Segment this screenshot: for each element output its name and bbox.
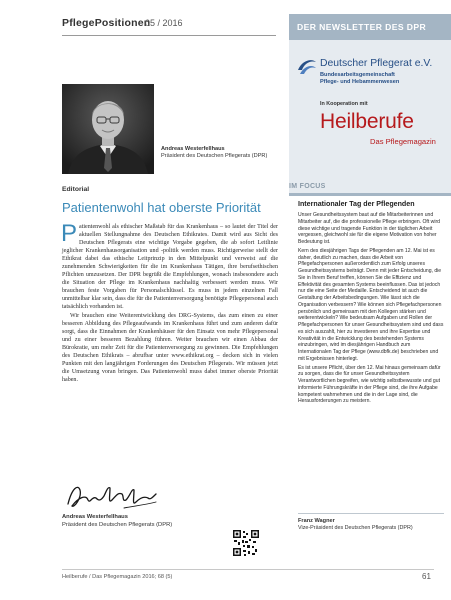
heilberufe-subtitle: Das Pflegemagazin [370, 137, 436, 146]
newsletter-title: DER NEWSLETTER DES DPR [297, 22, 427, 32]
focus-author-name: Franz Wagner [298, 518, 335, 524]
drop-cap: P [61, 220, 78, 247]
signature-caption [62, 514, 252, 529]
article-headline: Patientenwohl hat oberste Priorität [62, 200, 261, 215]
photo-caption [161, 146, 279, 160]
article-paragraph-1 [61, 220, 278, 312]
newsletter-header-bar [289, 14, 451, 40]
dpr-logo-name: Deutscher Pflegerat e.V. [320, 58, 433, 69]
heilberufe-logo: Heilberufe [320, 110, 414, 133]
qr-code[interactable] [233, 530, 259, 556]
series-title: PflegePositionen [62, 17, 151, 29]
handwritten-signature [64, 478, 164, 514]
article-paragraph-1-text: atientenwohl als ethischer Maßstab für das Krankenhaus – so lautet der Titel der aktuellen Stellungnahme des Deutschen Ethikrates. Damit wird aus Sicht des Deutschen Pflegerats eine wichtige Vorgabe gegeben, die ab sofort Leitlinie jeglicher Krankenhausorganisation und -politik werden muss. Richtigerweise stellt der Ethikrat dabei das ethische Leitprinzip in den Mittelpunkt und verweist auf die zunehmenden Schwierigkeiten für die im Krankenhaus Tätigen, ihre berufsethischen Pflichten umzusetzen. Der DPR begrüßt die Empfehlungen, wonach insbesondere auch die Situation der Pflege im Krankenhaus nachhaltig verbessert werden muss. Wir brauchen feste Vorgaben für Personalschlüssel. Es muss in jedem einzelnen Fall unmittelbar klar sein, dass die für die Patientenversorgung benötigte Pflegepersonal auch tatsächlich vorhanden ist. [62, 224, 278, 311]
cooperation-label: In Kooperation mit [320, 101, 368, 107]
focus-label: IM FOCUS [289, 183, 326, 190]
dpr-logo-subtitle-1: Bundesarbeitsgemeinschaft [320, 72, 395, 78]
page-number: 61 [422, 572, 431, 581]
signature-role: Präsident des Deutschen Pflegerats (DPR) [62, 521, 173, 528]
footer-divider [62, 569, 434, 570]
author-photo [62, 84, 154, 174]
article-paragraph-2: Wir brauchen eine Weiterentwicklung des DRG-Systems, das zum einen zu einer besseren Abbildung des Pflegeaufwands im Krankenhaus führt und zum anderen dafür sorgt, dass die Einnahmen der Krankenhäuser für den Einsatz von mehr Pflegepersonal und zu einer besseren Bezahlung führen. Weiter brauchen wir einen Abbau der Bürokratie, um mehr Zeit für die Patientenversorgung zu gewinnen. Die Empfehlungen des Deutschen Ethikrats – abrufbar unter www.ethikrat.org – decken sich in vielen Punkten mit den langjährigen Forderungen des Deutschen Pflegerats. Wir müssen jetzt die Umsetzung voran bringen. Das Patientenwohl muss dabei immer oberste Priorität haben. [62, 312, 278, 383]
article-body [61, 220, 278, 384]
focus-box-title: Internationaler Tag der Pflegenden [298, 200, 415, 208]
focus-paragraph-2: Kern des diesjährigen Tags der Pflegenden am 12. Mai ist es daher, deutlich zu machen, dass die Arbeit von Pflegefachpersonen außerordentlich zum Erfolg unseres Gesundheitssystems beiträgt. Denn mit jeder Entscheidung, die Sie in Ihrem Beruf treffen, können Sie die Effizienz und Effektivität des gesamten Systems beeinflussen. Das ist jedoch nur die eine Seite der Medaille. Entscheidend ist auch die Gestaltung der Arbeitsbedingungen. Wie lässt sich die Organisation verbessern? Wie können sich Pflegefachpersonen persönlich und gemeinsam mit den Kollegen stärken und weiterentwickeln? Wie bedeutsam Aufgaben und Rollen der Pflegefachpersonen für unser Gesundheitssystem sind und dass es sich auszahlt, hier zu investieren und ihre Expertise und Kreativität in die Entwicklung des bestehenden Systems einzubringen, wird im diesjährigen Handbuch zum Internationalen Tag der Pflege (www.dbfk.de) beschrieben und mit Ergebnissen hinterlegt. [298, 247, 444, 362]
focus-box-body [298, 212, 444, 407]
issue-number: 05 / 2016 [145, 18, 183, 28]
focus-paragraph-1: Unser Gesundheitssystem baut auf die Mitarbeiterinnen und Mitarbeiter auf, die die professionelle Pflege erbringen. Oft wird diese wichtige und tragende Funktion in der täglichen Arbeit vergessen, gleichwohl sie für die eigene Motivation von hoher Bedeutung ist. [298, 212, 440, 245]
focus-box-divider [298, 513, 444, 514]
dpr-logo-subtitle-2: Pflege- und Hebammenwesen [320, 79, 400, 85]
focus-author-role: Vize-Präsident des Deutschen Pflegerats (DPR) [298, 525, 413, 531]
section-label: Editorial [62, 186, 90, 193]
focus-paragraph-3: Es ist unsere Pflicht, über den 12. Mai hinaus gemeinsam dafür zu sorgen, dass die für unser Gesundheitssystem Verantwortlichen begreifen, wie wichtig selbstbewusste und gut informierte Führungskräfte in der Pflege sind, die ihre Aufgabe kompetent wahrnehmen und die in der Lage sind, die Herausforderungen zu meistern. [298, 364, 441, 405]
page-header [62, 14, 276, 36]
photo-caption-name: Andreas Westerfellhaus [161, 146, 225, 152]
dpr-logo-icon [296, 56, 318, 78]
photo-caption-role: Präsident des Deutschen Pflegerats (DPR) [161, 153, 268, 159]
signature-name: Andreas Westerfellhaus [62, 514, 128, 520]
footer-citation: Heilberufe / Das Pflegemagazin 2016; 68 (5) [62, 574, 173, 580]
